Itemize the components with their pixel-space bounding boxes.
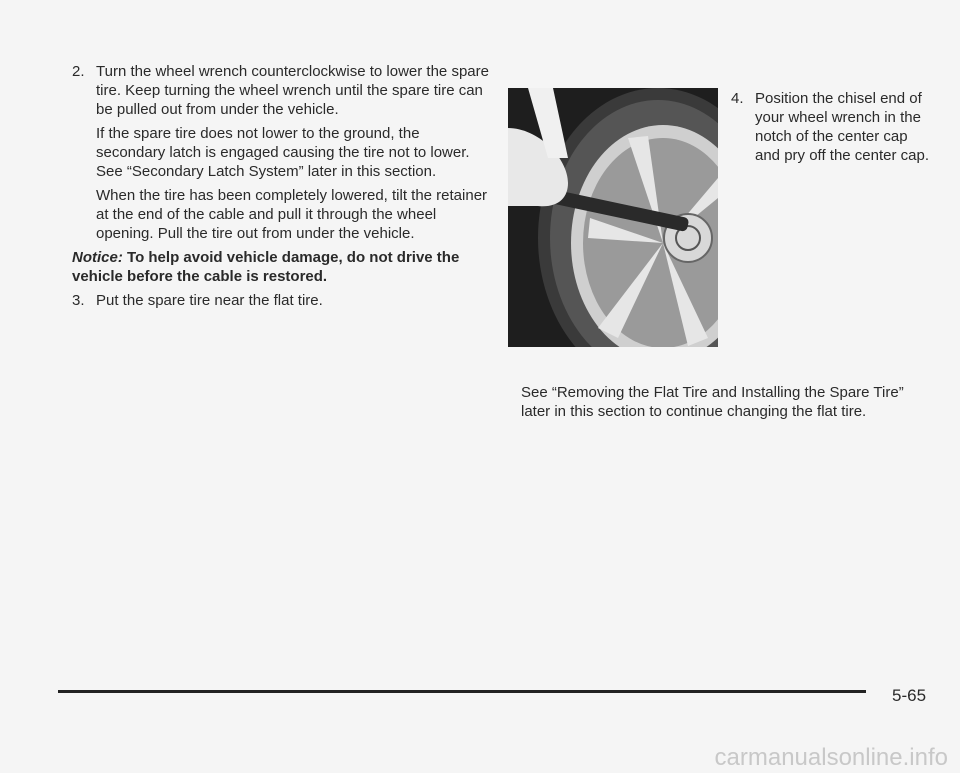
footer-rule [58, 690, 866, 693]
wheel-illustration [508, 88, 718, 347]
notice-text: To help avoid vehicle damage, do not drive the vehicle before the cable is restored. [72, 249, 460, 285]
step-2-text: Turn the wheel wrench counterclockwise to lower the spare tire. Keep turning the wheel wrench until the spare tire can be pulled out from under the vehicle. [96, 63, 489, 118]
wheel-wrench-photo [508, 88, 718, 347]
step-4-number: 4. [731, 90, 744, 107]
step-3 [72, 291, 492, 310]
secondary-latch-paragraph: If the spare tire does not lower to the ground, the secondary latch is engaged causing the tire not to lower. See “Secondary Latch System” later in this section. [96, 125, 470, 180]
page-number: 5-65 [892, 686, 927, 705]
step-3-text: Put the spare tire near the flat tire. [96, 292, 323, 309]
watermark: carmanualsonline.info [714, 744, 948, 771]
notice [72, 248, 492, 286]
step-2 [72, 62, 492, 119]
tire-lowered-paragraph: When the tire has been completely lowered, tilt the retainer at the end of the cable and pull it through the wheel opening. Pull the tire out from under the vehicle. [96, 187, 488, 242]
left-column [72, 62, 492, 310]
step-3-number: 3. [72, 292, 85, 309]
step-2-number: 2. [72, 63, 85, 80]
step-4 [731, 89, 931, 165]
continue-paragraph: See “Removing the Flat Tire and Installing the Spare Tire” later in this section to continue changing the flat tire. [521, 384, 904, 420]
step-4-text: Position the chisel end of your wheel wrench in the notch of the center cap and pry off the center cap. [755, 90, 930, 164]
notice-label: Notice: [72, 249, 123, 266]
